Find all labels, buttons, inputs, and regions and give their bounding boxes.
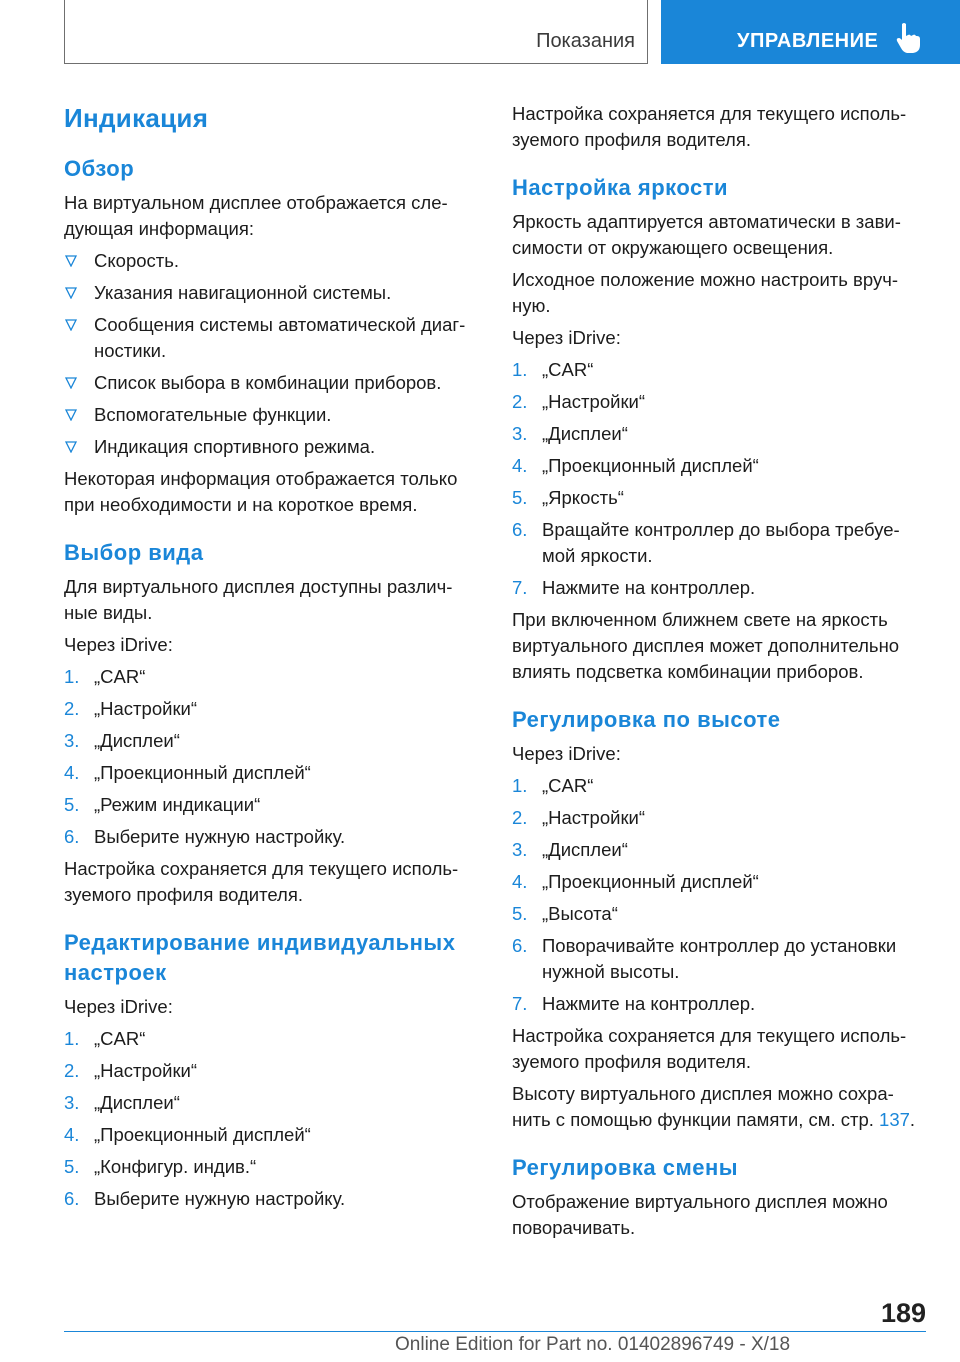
height-memory-text: Высоту виртуального дисплея можно сохра-нить с помощью функции памяти, см. стр. 137. [512, 1083, 916, 1130]
header-section-label: Показания [536, 30, 635, 52]
brightness-p1: Яркость адаптируется автоматически в зави-симости от окружающего освещения. [512, 211, 901, 258]
list-item: 2. „Настройки“ [512, 807, 646, 828]
height-steps [512, 773, 932, 1017]
list-item: 6. Поворачивайте контроллер до установки нужной высоты. [512, 935, 897, 982]
list-item: 5. „Высота“ [512, 903, 618, 924]
list-item: 7. Нажмите на контроллер. [512, 993, 756, 1014]
triangle-bullet-icon [65, 441, 77, 453]
view-steps [64, 664, 474, 850]
header-section-box [64, 0, 648, 64]
list-item: Список выбора в комбинации приборов. [64, 370, 474, 396]
overview-list [64, 248, 474, 460]
list-item: 2. „Настройки“ [64, 1060, 198, 1081]
list-item: Скорость. [64, 248, 474, 274]
overview-intro: На виртуальном дисплее отображается сле-дующая информация: [64, 192, 448, 239]
brightness-steps [512, 357, 932, 601]
list-item: 4. „Проекционный дисплей“ [512, 455, 759, 476]
list-item: 2. „Настройки“ [512, 391, 646, 412]
list-item: Сообщения системы автоматической диаг-ностики. [64, 312, 474, 364]
list-item: 3. „Дисплеи“ [512, 423, 628, 444]
pointing-hand-icon [895, 22, 921, 54]
list-item: Индикация спортивного режима. [64, 434, 474, 460]
custom-heading: Редактирование индивидуальных настроек [64, 930, 456, 985]
list-item: 4. „Проекционный дисплей“ [64, 1124, 311, 1145]
rotation-p1: Отображение виртуального дисплея можно поворачивать. [512, 1191, 888, 1238]
view-note: Настройка сохраняется для текущего исполь-зуемого профиля водителя. [64, 858, 459, 905]
footer-divider [64, 1331, 926, 1332]
height-note: Настройка сохраняется для текущего исполь-зуемого профиля водителя. [512, 1025, 907, 1072]
list-item: 5. „Конфигур. индив.“ [64, 1156, 257, 1177]
carry-over-text: Настройка сохраняется для текущего исполь-зуемого профиля водителя. [512, 103, 907, 150]
rotation-heading: Регулировка смены [512, 1155, 739, 1180]
list-item: 7. Нажмите на контроллер. [512, 577, 756, 598]
footer-edition: Online Edition for Part no. 01402896749 - X/18 [395, 1334, 791, 1355]
list-item: Вспомогательные функции. [64, 402, 474, 428]
height-heading: Регулировка по высоте [512, 707, 781, 732]
triangle-bullet-icon [65, 377, 77, 389]
list-item: 3. „Дисплеи“ [64, 1092, 180, 1113]
list-item: 6. Выберите нужную настройку. [64, 1188, 346, 1209]
list-item: 5. „Яркость“ [512, 487, 624, 508]
page-title: Индикация [64, 103, 209, 133]
list-item: 1. „CAR“ [512, 775, 594, 796]
brightness-p2: Исходное положение можно настроить вруч-ную. [512, 269, 898, 316]
list-item: 2. „Настройки“ [64, 698, 198, 719]
custom-steps [64, 1026, 474, 1212]
list-item: Указания навигационной системы. [64, 280, 474, 306]
view-intro: Для виртуального дисплея доступны различ-ные виды. [64, 576, 453, 623]
list-item: 6. Вращайте контроллер до выбора требуе-мой яркости. [512, 519, 900, 566]
list-item: 1. „CAR“ [64, 1028, 146, 1049]
list-item: 6. Выберите нужную настройку. [64, 826, 346, 847]
triangle-bullet-icon [65, 287, 77, 299]
brightness-via: Через iDrive: [512, 327, 621, 348]
triangle-bullet-icon [65, 409, 77, 421]
list-item: 1. „CAR“ [512, 359, 594, 380]
list-item: 4. „Проекционный дисплей“ [512, 871, 759, 892]
brightness-heading: Настройка яркости [512, 175, 729, 200]
header-chapter-tab[interactable] [661, 0, 960, 64]
page-number: 189 [880, 1298, 926, 1328]
list-item: 3. „Дисплеи“ [64, 730, 180, 751]
view-via: Через iDrive: [64, 634, 173, 655]
height-via: Через iDrive: [512, 743, 621, 764]
brightness-note: При включенном ближнем свете на яркость виртуального дисплея может дополнительно влиять подсветка комбинации приборов. [512, 609, 900, 682]
overview-heading: Обзор [64, 156, 135, 181]
left-column [64, 100, 474, 1218]
triangle-bullet-icon [65, 319, 77, 331]
list-item: 3. „Дисплеи“ [512, 839, 628, 860]
view-heading: Выбор вида [64, 540, 204, 565]
header-chapter-label: УПРАВЛЕНИЕ [737, 30, 879, 52]
right-column [512, 101, 932, 1247]
page-link[interactable]: 137 [879, 1109, 910, 1130]
custom-via: Через iDrive: [64, 996, 173, 1017]
list-item: 5. „Режим индикации“ [64, 794, 261, 815]
list-item: 4. „Проекционный дисплей“ [64, 762, 311, 783]
overview-note: Некоторая информация отображается только при необходимости и на короткое время. [64, 468, 458, 515]
triangle-bullet-icon [65, 255, 77, 267]
list-item: 1. „CAR“ [64, 666, 146, 687]
